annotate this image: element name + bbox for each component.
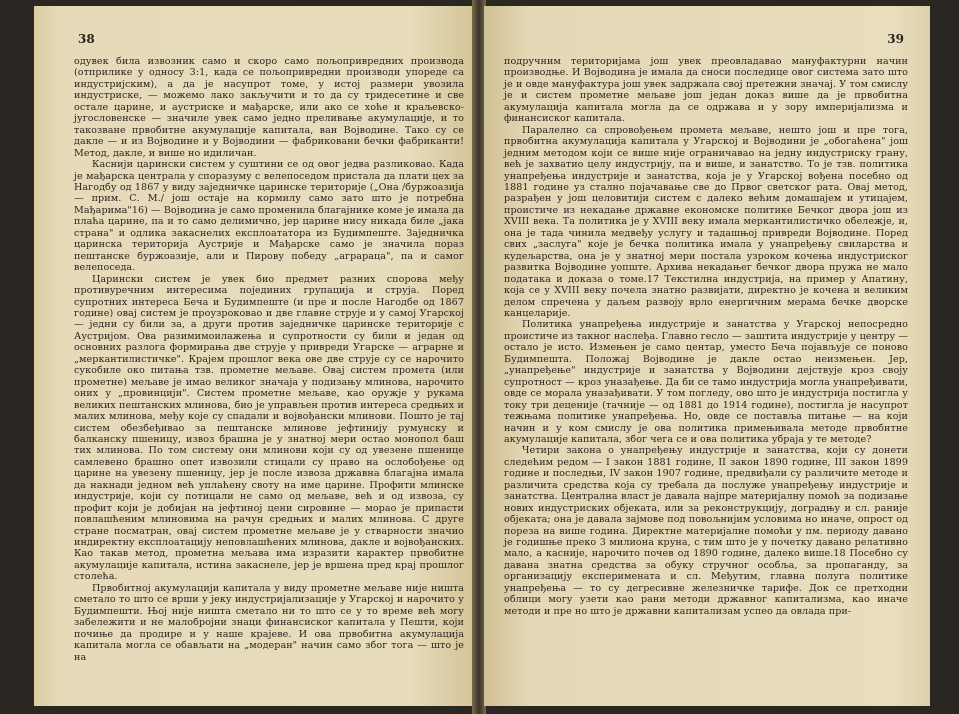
right-page-body bbox=[504, 56, 908, 617]
left-page-body bbox=[74, 56, 464, 663]
left-page bbox=[34, 6, 474, 706]
left-paragraph: одувек била извозник само и скоро само пољопривредних производа (отприлике у односу 3:1, када се пољопривредни производи упореде са индустријским), а да је насупрот томе, у истој размери увозила индустриске, — можемо лако закључити и то да су тридесетине и све остале царине, и аустриске и мађарске, или ако се хоће и краљевско-југословенске — значиле увек само једно преливање акумулације, и то такозване првобитне акумулације капитала, ван Војводине. Тако су се дакле — и из Војводине и у Војводини — фабриковани бечки фабриканти! Метод, дакле, и више но идиличан. bbox=[74, 56, 464, 159]
left-paragraph: Првобитној акумулацији капитала у виду прометне мељаве није ништа сметало то што се врши у јеку индустријализације у Угарској и нарочито у Будимпешти. Њој није ништа сметало ни то што се у то време већ могу забележити и не малобројни знаци финансиског капитала у Пешти, који почиње да продире и у наше крајеве. И ова првобитна акумулација капитала могла се обављати на „модеран" начин само због тога — што је на bbox=[74, 582, 464, 663]
left-paragraph: Царински систем је увек био предмет разних спорова међу противуречним интересима појединих групација и струја. Поред супротних интереса Беча и Будимпеште (и пре и после Нагодбе од 1867 године) овај систем је проузроковао и две главне струје и у самој Угарској — једни су били за, а други против заједничке царинске територије с Аустријом. Ова разимимоилажења и супротности су били и један од основних разлога формирања две струје у привреди Угарске — аграрне и „меркантилистичке". Крајем прошлог века ове две струје су се нарочито сукобиле око питања тзв. прометне мељаве. Овај систем промета (или прометне) мељаве је имао великог значаја у подизању млинова, нарочито оних у „провинцији". Систем прометне мељаве, као оружје у рукама великих пештанских млинова, био је управљен против интереса средњих и малих млинова, међу које су спадали и војвођански млинови. Пошто је тај систем обезбеђивао за пештанске млинове јефтинију румунску и балканску пшеницу, извоз брашна је у знатној мери остао монопол баш тих млинова. По том систему они млинови који су од увезене пшенице самлевено брашно опет извозили стицали су право на ослобођење од царине на увезену пшеницу, јер је после извоза државна благајна имала да накнади једном већ уплаћену своту на име царине. Профити млинске индустрије, који су потицали не само од мељаве, већ и од извоза, су профит који је добијан на јефтиној цени сировине — морао је припасти повлашћеним млиновима на рачун средњих и малих млинова. С друге стране посматран, овај систем прометне мељаве је у стварности значио индиректну експлоатацију неповлашћених млинова, дакле и војвођанских. Као такав метод, прометна мељава има изразити карактер првобитне акумулације капитала, истина закаснеле, јер је вршена пред крај прошлог столећа. bbox=[74, 273, 464, 583]
right-paragraph: подручним територијама још увек преовладавао мануфактурни начин производње. И Војводина је имала да сноси последице овог система зато што је и овде мануфактура још увек задржала свој претежни значај. У том смислу је и систем прометне мељаве још један доказ више да је првобитна акумулација капитала могла да се одржава и у зору империјализма и финансиског капитала. bbox=[504, 56, 908, 125]
right-paragraph: Политика унапређења индустрије и занатства у Угарској непосредно проистиче из такног наслеђа. Главно гесло — заштита индустрије у центру — остало је исто. Измењен је само центар, уместо Беча појављује се поново Будимпешта. Положај Војводине је дакле остао неизмењен. Јер, „унапређење" индустрије и занатства у Војводини дејствује кроз своју супротност — кроз уназађење. Да би се тамо индустрија могла унапређивати, овде се морала уназађивати. У том погледу, ово што је индустрија постигла у току три деценије (тачније — од 1881 до 1914 године), постигла је насупрот тежњама политике унапређења. Но, овде се поставља питање — на који начин и у ком смислу је ова политика примењивала методе првобитне акумулације капитала, због чега се и ова политика убраја у те методе? bbox=[504, 319, 908, 445]
right-page bbox=[484, 6, 930, 706]
right-page-number: 39 bbox=[887, 32, 904, 46]
right-paragraph: Четири закона о унапређењу индустрије и занатства, који су донети следећим редом — I закон 1881 године, II закон 1890 године, III закон 1899 године и последњи, IV закон 1907 године, предвиђали су различите методе и различита средства која су требала да послуже унапређењу индустрије и занатства. Централна власт је давала најпре материјалну помоћ за подизање нових индустриских објеката, или за реконструкцију, доградњу и сл. раније објеката; она је давала зајмове под повољнијим условима но иначе, опрост од пореза на више година. Директне материјалне помоћи у пм. периоду давано је годишње преко 3 милиона круна, с тим што је у почетку давано релативно мало, а касније, нарочито почев од 1890 године, далеко више.18 Посебно су давана знатна средства за обуку стручног особља, за пропаганду, за организацију експеримената и сл. Међутим, главна полуга политике унапређења — то су дегресивне железничке тарифе. Док се претходни облици могу узети као рани методи државног капитализма, као иначе методи и пре но што је државни капитализам успео да овлада при- bbox=[504, 445, 908, 617]
right-paragraph: Паралелно са спровођењем промета мељаве, нешто још и пре тога, првобитна акумулација капитала у Угарској и Војводини је „обогаћена" још једним методом који се више није ограничавао на једну индустриску грану, већ је захватио целу индустрију, па и више, и занатство. То је тзв. политика унапређења индустрије и занатства, која је у Угарској вођена посебно од 1881 године уз стално појачавање све до Првог светског рата. Овај метод, разрађен у још целовитији систем с далеко већим домашајем и утицајем, проистиче из некадање државне економске политике Бечког двора још из XVIII века. Та политика је у XVIII веку имала меркантилистичко обележје, и, она је тада чинила медвеђу услугу и тадашњој привреди Војводине. Поред свих „заслуга" које је бечка политика имала у унапређењу свиларства и кудељарства, она је у знатној мери постала узроком кочења индустриског развитка Војводине уопште. Архива некадањег бечког двора пружа не мало података и доказа о томе.17 Текстилна индустрија, на пример у Апатину, која се у XVIII веку почела знатно развијати, директно је кочена и великим делом спречена у даљем развоју врло енергичним мерама бечке дворске канцеларије. bbox=[504, 124, 908, 319]
left-paragraph: Каснији царински систем у суштини се од овог једва разликовао. Када је мађарска централа у споразуму с велепоседом пристала да плати цех за Нагодбу од 1867 у виду заједничке царинске територије („Она /буржоазија — прим. С. М./ још остаје на кормилу само зато што је потребна Мађарима"16) — Војводина је само променила благајнике коме је имала да плаћа царине, па и то само делимично, јер царине нису никада биле „јака страна" и одлика закаснелих експлоататора из Будимпеште. Заједничка царинска територија Аустрије и Мађарске само је значила пораз пештанске буржоазије, али и Пирову победу „аграраца", па и самог велепоседа. bbox=[74, 159, 464, 274]
left-page-number: 38 bbox=[78, 32, 95, 46]
